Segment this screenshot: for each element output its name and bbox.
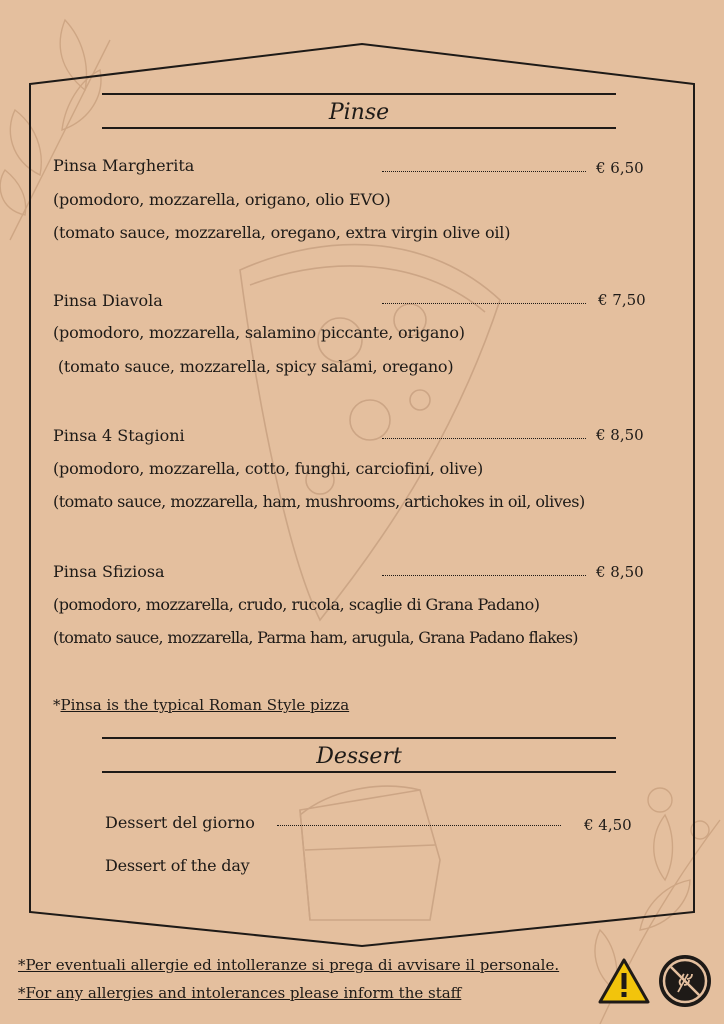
allergy-notice-en: *For any allergies and intolerances please inform the staff xyxy=(18,984,462,1002)
dotted-leader xyxy=(382,438,586,439)
item-description-en: (tomato sauce, mozzarella, spicy salami, oregano) xyxy=(53,357,454,376)
dotted-leader xyxy=(277,825,561,826)
item-name: Pinsa Diavola xyxy=(53,291,163,310)
item-description-it: (pomodoro, mozzarella, origano, olio EVO) xyxy=(53,190,391,209)
item-description-it: (pomodoro, mozzarella, salamino piccante, origano) xyxy=(53,323,465,342)
pinsa-footnote xyxy=(53,696,349,714)
item-price: € 7,50 xyxy=(598,291,646,309)
item-description-it: (pomodoro, mozzarella, crudo, rucola, scaglie di Grana Padano) xyxy=(53,595,540,614)
item-price: € 6,50 xyxy=(596,159,644,177)
item-price: € 8,50 xyxy=(596,563,644,581)
item-price: € 8,50 xyxy=(596,426,644,444)
item-name: Pinsa 4 Stagioni xyxy=(53,426,185,445)
dotted-leader xyxy=(382,171,586,172)
section-title-dessert: Dessert xyxy=(102,737,616,773)
cake-slice-illustration xyxy=(300,786,440,920)
gluten-free-icon xyxy=(658,954,712,1008)
item-price: € 4,50 xyxy=(584,816,632,834)
section-title-pinse: Pinse xyxy=(102,93,616,129)
item-description-en: Dessert of the day xyxy=(105,856,250,875)
footnote-text: Pinsa is the typical Roman Style pizza xyxy=(60,696,350,714)
footnote-star: * xyxy=(53,696,61,714)
item-description-en: (tomato sauce, mozzarella, oregano, extra virgin olive oil) xyxy=(53,223,511,242)
dotted-leader xyxy=(382,575,586,576)
item-description-en: (tomato sauce, mozzarella, ham, mushrooms, artichokes in oil, olives) xyxy=(53,492,585,511)
item-description-it: (pomodoro, mozzarella, cotto, funghi, carciofini, olive) xyxy=(53,459,484,478)
dotted-leader xyxy=(382,303,586,304)
pizza-slice-illustration xyxy=(240,245,500,620)
warning-icon xyxy=(598,958,650,1004)
item-name: Pinsa Sfiziosa xyxy=(53,562,165,581)
allergy-notice-it: *Per eventuali allergie ed intolleranze si prega di avvisare il personale. xyxy=(18,956,560,974)
item-description-en: (tomato sauce, mozzarella, Parma ham, arugula, Grana Padano flakes) xyxy=(53,628,578,647)
item-name: Dessert del giorno xyxy=(105,813,255,832)
item-name: Pinsa Margherita xyxy=(53,156,195,175)
